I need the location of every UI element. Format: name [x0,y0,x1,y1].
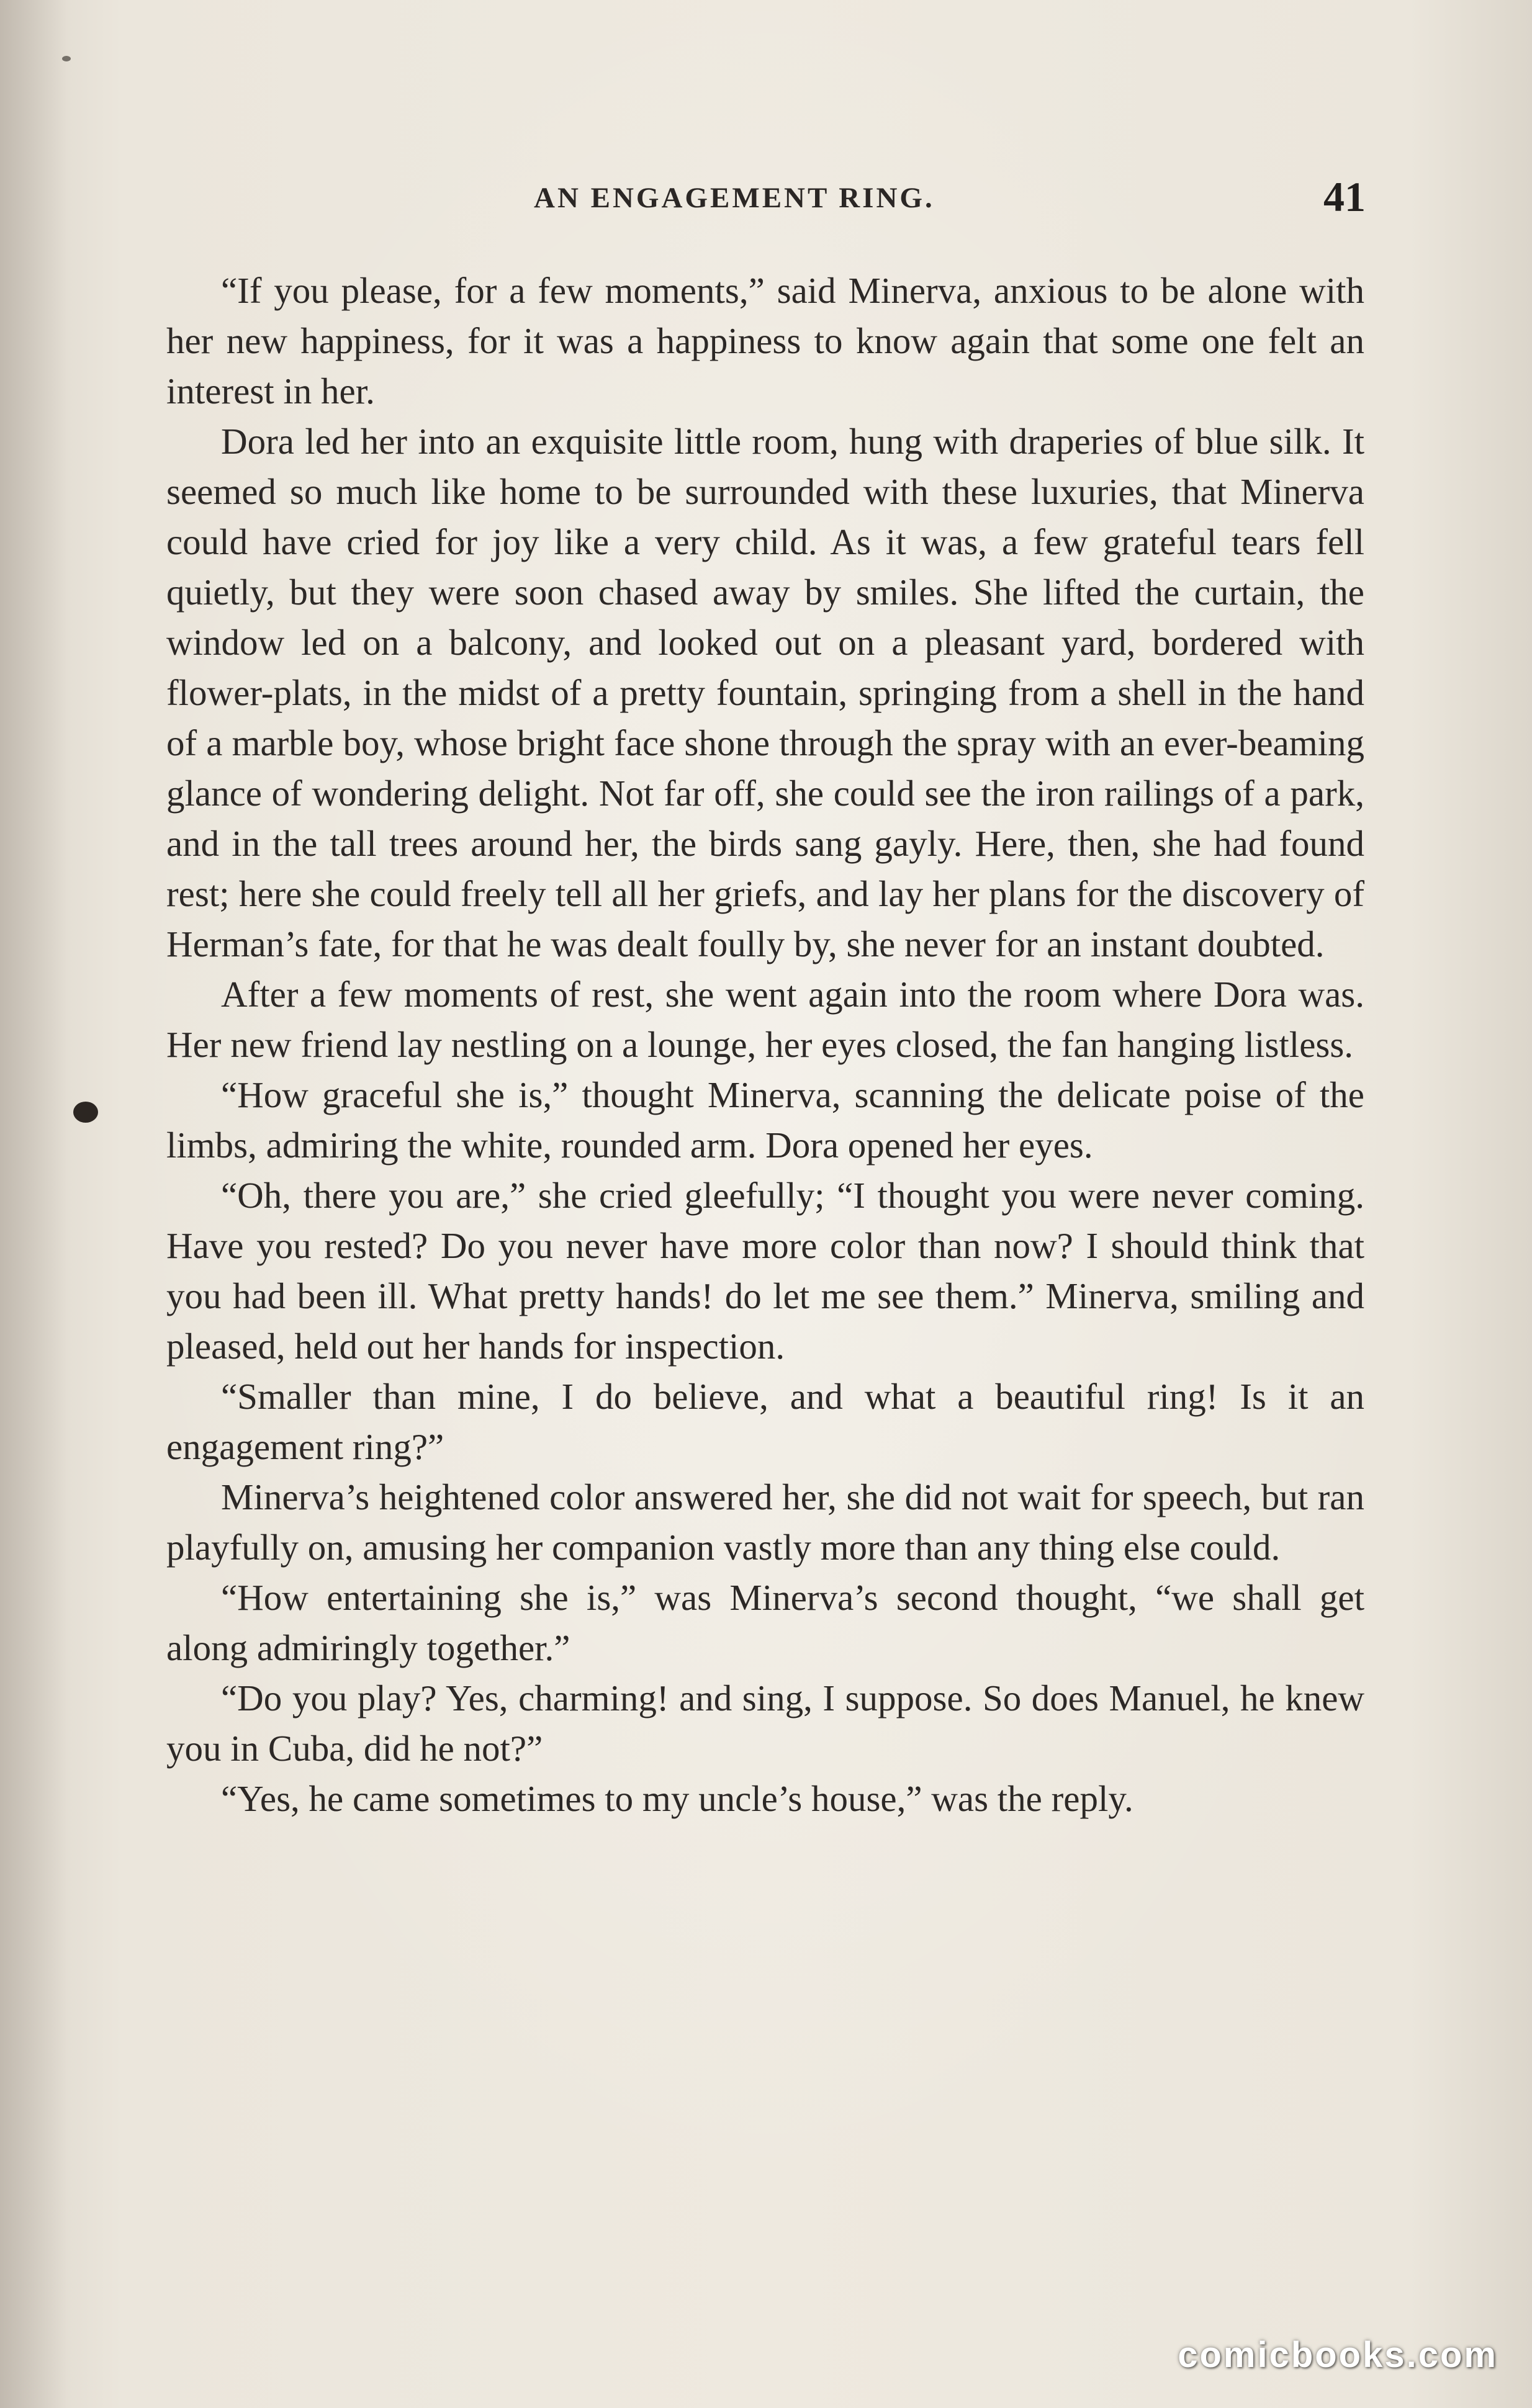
paragraph: “Oh, there you are,” she cried gleefully; “I thought you were never coming. Have you rested? Do you never have more color than now? I should think that you had been ill. What pretty hands! do let me see them.” Minerva, smiling and pleased, held out her hands for inspection. [166,1175,1364,1367]
paragraph: “How graceful she is,” thought Minerva, scanning the delicate poise of the limbs, admiring the white, rounded arm. Dora opened her eyes. [166,1074,1364,1166]
page-edge-shadow [0,0,68,2408]
running-head: AN ENGAGEMENT RING. [534,182,935,214]
page-header [168,173,1366,222]
body-text [166,266,1364,1824]
paragraph: “Smaller than mine, I do believe, and what a beautiful ring! Is it an engagement ring?” [166,1376,1364,1467]
paragraph: After a few moments of rest, she went again into the room where Dora was. Her new friend lay nestling on a lounge, her eyes closed, the fan hanging listless. [166,974,1364,1065]
page-number: 41 [1323,173,1366,220]
paragraph: Minerva’s heightened color answered her, she did not wait for speech, but ran playfully on, amusing her companion vastly more than any thing else could. [166,1476,1364,1568]
paragraph: “Do you play? Yes, charming! and sing, I suppose. So does Manuel, he knew you in Cuba, did he not?” [166,1678,1364,1769]
ink-blot [73,1102,98,1123]
watermark: comicbooks.com [1178,2335,1498,2375]
paragraph: Dora led her into an exquisite little room, hung with draperies of blue silk. It seemed so much like home to be surrounded with these luxuries, that Minerva could have cried for joy like a very child. As it was, a few grateful tears fell quietly, but they were soon chased away by smiles. She lifted the curtain, the window led on a balcony, and looked out on a pleasant yard, bordered with flower-plats, in the midst of a pretty fountain, springing from a shell in the hand of a marble boy, whose bright face shone through the spray with an ever-beaming glance of wondering delight. Not far off, she could see the iron railings of a park, and in the tall trees around her, the birds sang gayly. Here, then, she had found rest; here she could freely tell all her griefs, and lay her plans for the discovery of Herman’s fate, for that he was dealt foully by, she never for an instant doubted. [166,421,1364,964]
paragraph: “Yes, he came sometimes to my uncle’s house,” was the reply. [221,1778,1133,1819]
paragraph: “How entertaining she is,” was Minerva’s second thought, “we shall get along admiringly together.” [166,1577,1364,1668]
paragraph: “If you please, for a few moments,” said Minerva, anxious to be alone with her new happiness, for it was a happiness to know again that some one felt an interest in her. [166,270,1364,411]
ink-speck [62,56,71,61]
